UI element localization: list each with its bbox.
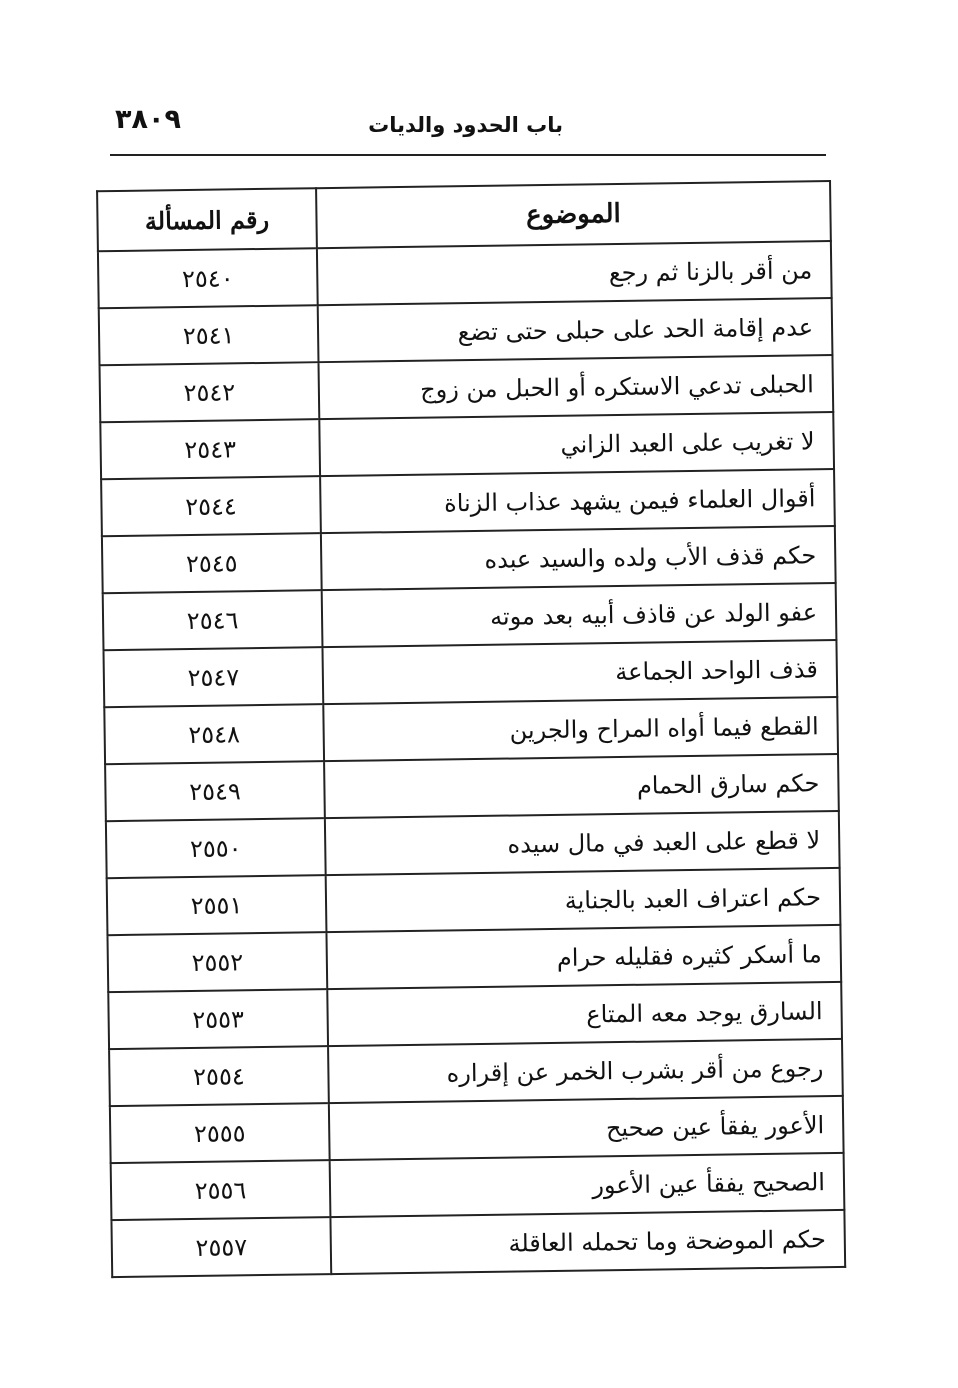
number-cell: ٢٥٥٤ xyxy=(109,1046,329,1106)
column-header-number: رقم المسألة xyxy=(97,188,317,251)
table-row xyxy=(99,298,833,365)
topic-cell: أقوال العلماء فيمن يشهد عذاب الزناة xyxy=(320,469,835,533)
table-row xyxy=(109,1039,843,1106)
number-cell: ٢٥٥٢ xyxy=(107,932,327,992)
index-table xyxy=(96,180,846,1278)
number-cell: ٢٥٤٨ xyxy=(104,704,324,764)
topic-cell: حكم الموضحة وما تحمله العاقلة xyxy=(330,1210,845,1274)
number-cell: ٢٥٥٠ xyxy=(106,818,326,878)
table-row xyxy=(101,469,835,536)
table-row xyxy=(98,241,832,308)
topic-cell: حكم سارق الحمام xyxy=(324,754,839,818)
table-row xyxy=(102,526,836,593)
table-row xyxy=(100,412,834,479)
table-row xyxy=(104,697,838,764)
topic-cell: لا تغريب على العبد الزاني xyxy=(319,412,834,476)
topic-cell: من أقر بالزنا ثم رجع xyxy=(317,241,832,305)
table-header-row xyxy=(97,181,831,251)
number-cell: ٢٥٤٣ xyxy=(100,419,320,479)
table-row xyxy=(111,1153,845,1220)
number-cell: ٢٥٤١ xyxy=(99,305,319,365)
number-cell: ٢٥٤٥ xyxy=(102,533,322,593)
topic-cell: السارق يوجد معه المتاع xyxy=(327,982,842,1046)
table-row xyxy=(106,811,840,878)
table-row xyxy=(105,754,839,821)
topic-cell: الحبلى تدعي الاستكره أو الحبل من زوج xyxy=(318,355,833,419)
number-cell: ٢٥٤٢ xyxy=(100,362,320,422)
number-cell: ٢٥٥٧ xyxy=(111,1217,331,1277)
topic-cell: لا قطع على العبد في مال سيده xyxy=(325,811,840,875)
topic-cell: حكم اعتراف العبد بالجناية xyxy=(326,868,841,932)
topic-cell: عدم إقامة الحد على حبلى حتى تضع xyxy=(318,298,833,362)
number-cell: ٢٥٤٠ xyxy=(98,248,318,308)
table-row xyxy=(107,925,841,992)
number-cell: ٢٥٤٤ xyxy=(101,476,321,536)
table-row xyxy=(100,355,834,422)
topic-cell: ما أسكر كثيره فقليله حرام xyxy=(326,925,841,989)
number-cell: ٢٥٥٥ xyxy=(110,1103,330,1163)
topic-cell: القطع فيما أواه المراح والجرين xyxy=(323,697,838,761)
topic-cell: الصحيح يفقأ عين الأعور xyxy=(330,1153,845,1217)
table-row xyxy=(108,982,842,1049)
number-cell: ٢٥٥٦ xyxy=(111,1160,331,1220)
header-divider xyxy=(110,154,826,156)
table-row xyxy=(103,583,837,650)
topic-cell: الأعور يفقأ عين صحيح xyxy=(329,1096,844,1160)
page-title: باب الحدود والديات xyxy=(368,113,563,137)
number-cell: ٢٥٥١ xyxy=(107,875,327,935)
topic-cell: حكم قذف الأب ولده والسيد عبده xyxy=(321,526,836,590)
table-row xyxy=(107,868,841,935)
page-number: ٣٨٠٩ xyxy=(115,104,181,135)
number-cell: ٢٥٤٩ xyxy=(105,761,325,821)
column-header-topic: الموضوع xyxy=(316,181,831,248)
table-row xyxy=(103,640,837,707)
topic-cell: رجوع من أقر بشرب الخمر عن إقراره xyxy=(328,1039,843,1103)
table-row xyxy=(110,1096,844,1163)
number-cell: ٢٥٤٦ xyxy=(103,590,323,650)
topic-cell: عفو الولد عن قاذف أبيه بعد موته xyxy=(322,583,837,647)
number-cell: ٢٥٥٣ xyxy=(108,989,328,1049)
topic-cell: قذف الواحد الجماعة xyxy=(322,640,837,704)
number-cell: ٢٥٤٧ xyxy=(103,647,323,707)
page-header xyxy=(0,0,958,160)
table-row xyxy=(111,1210,845,1277)
